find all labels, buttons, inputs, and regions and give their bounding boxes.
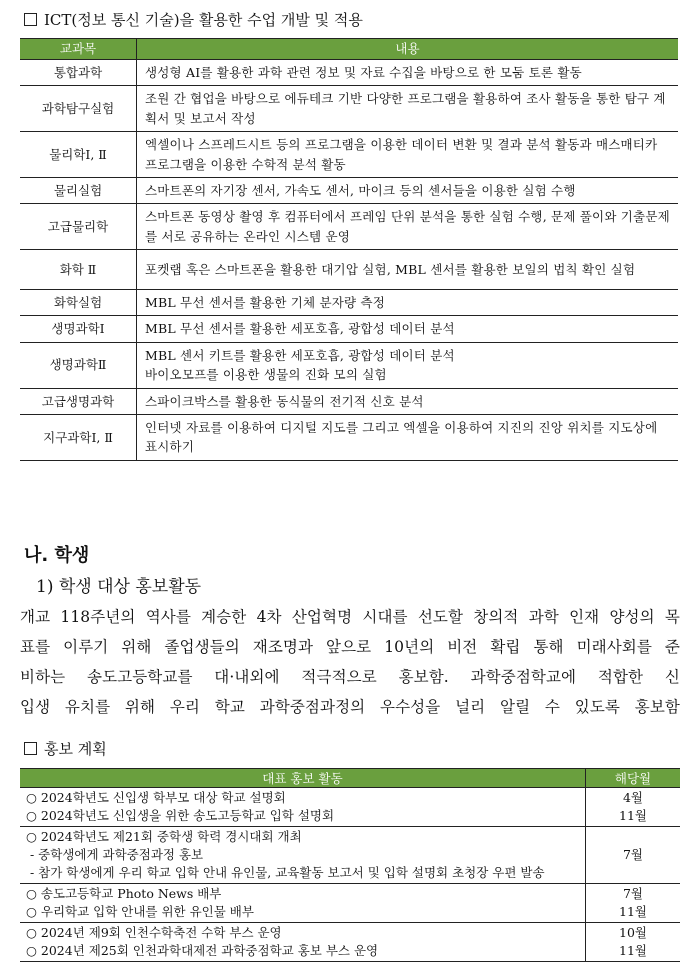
section-heading-plan [24, 738, 107, 759]
content-cell: 엑셀이나 스프레드시트 등의 프로그램을 이용한 데이터 변환 및 결과 분석 활동과 매스매티카 프로그램을 이용한 수학적 분석 활동 [137, 132, 679, 178]
month-line: 10월 [619, 925, 647, 940]
column-header-content: 내용 [137, 39, 679, 60]
activity-line: - 중학생에게 과학중점과정 홍보 [26, 847, 204, 862]
table-row [20, 204, 678, 250]
month-cell [586, 923, 681, 962]
content-cell: MBL 무선 센서를 활용한 기체 분자량 측정 [137, 290, 679, 316]
activity-line: ○ 2024학년도 신입생 학부모 대상 학교 설명회 [26, 790, 286, 805]
plan-row [20, 827, 680, 884]
table-row [20, 132, 678, 178]
activity-cell [20, 884, 586, 923]
table-row [20, 316, 678, 342]
paragraph-line: 개교 118주년의 역사를 계승한 4차 산업혁명 시대를 선도할 창의적 과학 인재 양성의 목 [20, 608, 680, 626]
table-row [20, 414, 678, 460]
activity-cell [20, 923, 586, 962]
activity-line: ○ 2024학년도 제21회 중학생 학력 경시대회 개최 [26, 829, 302, 844]
subject-cell: 지구과학Ⅰ, Ⅱ [20, 414, 137, 460]
table-row [20, 86, 678, 132]
table-row [20, 177, 678, 203]
table-row [20, 250, 678, 290]
subsection-title-promotion: 1) 학생 대상 홍보활동 [36, 577, 202, 597]
subject-cell: 생명과학Ⅰ [20, 316, 137, 342]
table-row [20, 60, 678, 86]
activity-line: ○ 2024년 제9회 인천수학축전 수학 부스 운영 [26, 925, 282, 940]
paragraph-line: 입생 유치를 위해 우리 학교 과학중점과정의 우수성을 널리 알릴 수 있도록 홍보함 [20, 698, 680, 716]
subject-cell: 물리실험 [20, 177, 137, 203]
month-cell [586, 884, 681, 923]
column-header-activity: 대표 홍보 활동 [20, 769, 586, 788]
promotion-plan-table [20, 768, 680, 962]
activity-cell [20, 827, 586, 884]
content-cell: 스파이크박스를 활용한 동식물의 전기적 신호 분석 [137, 388, 679, 414]
activity-line: ○ 2024학년도 신입생을 위한 송도고등학교 입학 설명회 [26, 808, 335, 823]
content-cell: 생성형 AI를 활용한 과학 관련 정보 및 자료 수집을 바탕으로 한 모둠 토론 활동 [137, 60, 679, 86]
month-cell [586, 788, 681, 827]
activity-line: ○ 송도고등학교 Photo News 배부 [26, 886, 222, 901]
month-line: 11월 [619, 808, 647, 823]
subject-cell: 물리학Ⅰ, Ⅱ [20, 132, 137, 178]
month-line: 7월 [622, 886, 644, 901]
content-cell: 조원 간 협업을 바탕으로 에듀테크 기반 다양한 프로그램을 활용하여 조사 활동을 통한 탐구 계획서 및 보고서 작성 [137, 86, 679, 132]
content-cell: 인터넷 자료를 이용하여 디지털 지도를 그리고 엑셀을 이용하여 지진의 진앙 위치를 지도상에 표시하기 [137, 414, 679, 460]
content-cell: MBL 무선 센서를 활용한 세포호흡, 광합성 데이터 분석 [137, 316, 679, 342]
subject-cell: 생명과학Ⅱ [20, 342, 137, 388]
table-row [20, 342, 678, 388]
month-line: 4월 [622, 790, 644, 805]
section-heading-text: 홍보 계획 [44, 740, 107, 758]
subject-cell: 고급생명과학 [20, 388, 137, 414]
promotion-paragraph [20, 602, 680, 722]
plan-row [20, 884, 680, 923]
subject-cell: 화학실험 [20, 290, 137, 316]
month-cell [586, 827, 681, 884]
column-header-subject: 교과목 [20, 39, 137, 60]
section-heading-text: ICT(정보 통신 기술)을 활용한 수업 개발 및 적용 [44, 11, 363, 29]
content-cell: MBL 센서 키트를 활용한 세포호흡, 광합성 데이터 분석 바이오모프를 이용한 생물의 진화 모의 실험 [137, 342, 679, 388]
content-cell: 포켓랩 혹은 스마트폰을 활용한 대기압 실험, MBL 센서를 활용한 보일의 법칙 확인 실험 [137, 250, 679, 290]
section-title-students: 나. 학생 [24, 545, 90, 566]
table-row [20, 290, 678, 316]
subject-cell: 고급물리학 [20, 204, 137, 250]
month-line: 11월 [619, 943, 647, 958]
checkbox-square-icon [24, 742, 37, 755]
content-cell: 스마트폰 동영상 촬영 후 컴퓨터에서 프레임 단위 분석을 통한 실험 수행, 문제 풀이와 기출문제를 서로 공유하는 온라인 시스템 운영 [137, 204, 679, 250]
paragraph-line: 표를 이루기 위해 졸업생들의 재조명과 앞으로 10년의 비전 확립 통해 미래사회를 준 [20, 638, 680, 656]
plan-row [20, 923, 680, 962]
subject-cell: 화학 Ⅱ [20, 250, 137, 290]
plan-row [20, 788, 680, 827]
activity-line: ○ 2024년 제25회 인천과학대제전 과학중점학교 홍보 부스 운영 [26, 943, 379, 958]
subject-cell: 통합과학 [20, 60, 137, 86]
content-cell: 스마트폰의 자기장 센서, 가속도 센서, 마이크 등의 센서들을 이용한 실험 수행 [137, 177, 679, 203]
month-line: 7월 [622, 847, 644, 862]
checkbox-square-icon [24, 13, 37, 26]
activity-line: ○ 우리학교 입학 안내를 위한 유인물 배부 [26, 904, 254, 919]
section-heading-ict [24, 9, 363, 30]
subject-cell: 과학탐구실험 [20, 86, 137, 132]
paragraph-line: 비하는 송도고등학교를 대·내외에 적극적으로 홍보함. 과학중점학교에 적합한 신 [20, 668, 680, 686]
month-line: 11월 [619, 904, 647, 919]
activity-line: - 참가 학생에게 우리 학교 입학 안내 유인물, 교육활동 보고서 및 입학 설명회 초청장 우편 발송 [26, 865, 545, 880]
column-header-month: 해당월 [586, 769, 681, 788]
ict-subject-table [20, 38, 678, 461]
table-row [20, 388, 678, 414]
activity-cell [20, 788, 586, 827]
